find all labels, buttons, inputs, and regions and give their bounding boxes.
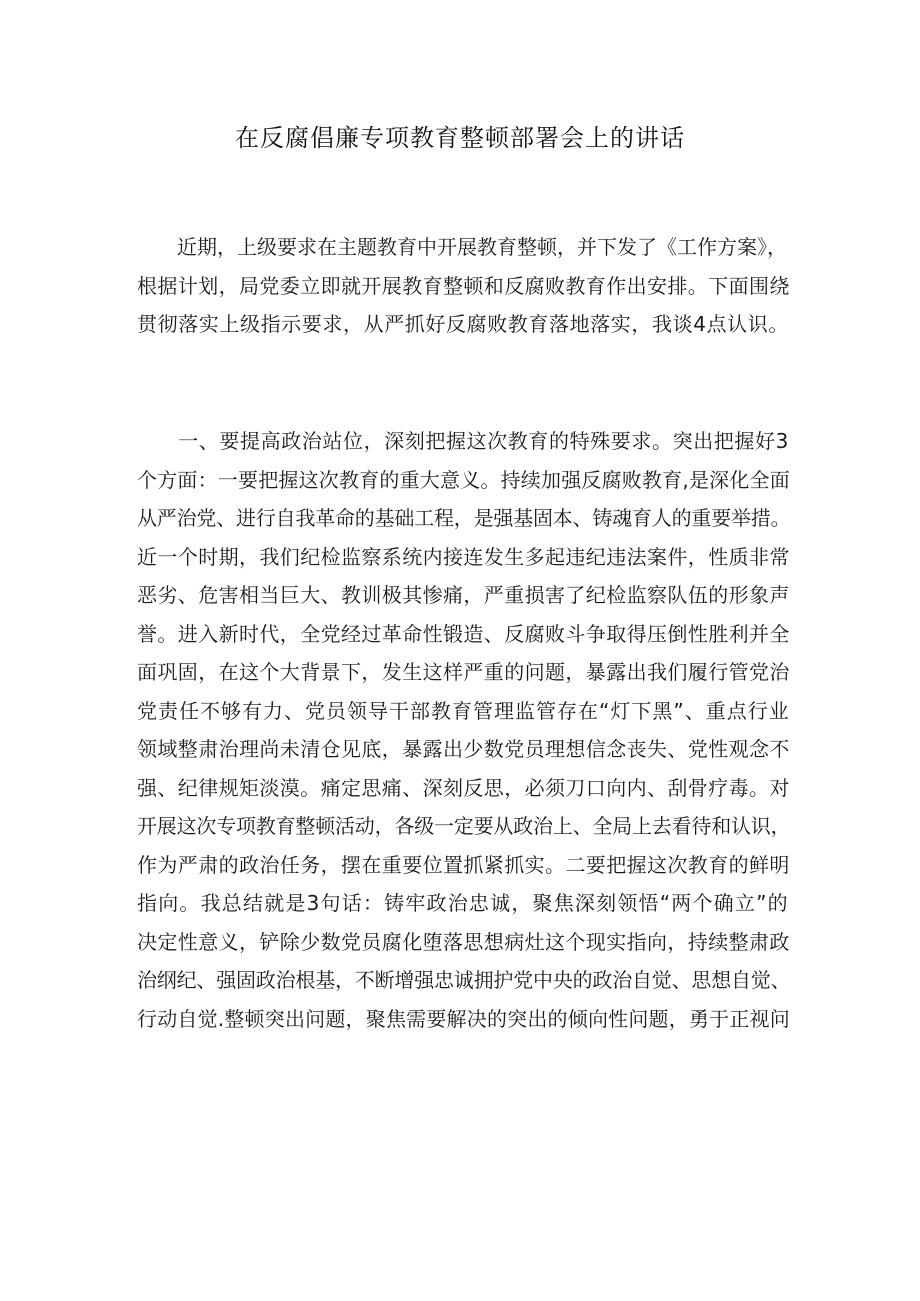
- text-line: 面巩固，在这个大背景下，发生这样严重的问题，暴露出我们履行管党治: [137, 660, 790, 684]
- text-line: 行动自觉.整顿突出问题，聚焦需要解决的突出的倾向性问题，勇于正视问: [137, 1006, 790, 1031]
- text-line: 一、要提高政治站位，深刻把握这次教育的特殊要求。突出把握好3: [137, 429, 789, 453]
- text-line: 誉。进入新时代，全党经过革命性锻造、反腐败斗争取得压倒性胜利并全: [137, 621, 790, 646]
- text-line: 根据计划，局党委立即就开展教育整顿和反腐败教育作出安排。下面围绕: [137, 273, 790, 298]
- text-line: 近一个时期，我们纪检监察系统内接连发生多起违纪违法案件，性质非常: [137, 544, 790, 569]
- paragraph-section-one: [137, 422, 793, 1038]
- text-line: 治纲纪、强固政治根基，不断增强忠诚拥护党中央的政治自觉、思想自觉、: [137, 968, 791, 992]
- document-title: 在反腐倡廉专项教育整顿部署会上的讲话: [235, 124, 685, 152]
- text-line: 恶劣、危害相当巨大、教训极其惨痛，严重损害了纪检监察队伍的形象声: [137, 583, 790, 607]
- text-line: 个方面：一要把握这次教育的重大意义。持续加强反腐败教育,是深化全面: [137, 467, 790, 492]
- text-line: 强、纪律规矩淡漠。痛定思痛、深刻反思，必须刀口向内、刮骨疗毒。对: [137, 775, 790, 800]
- text-line: 从严治党、进行自我革命的基础工程，是强基固本、铸魂育人的重要举措。: [137, 506, 791, 530]
- text-line: 近期，上级要求在主题教育中开展教育整顿，并下发了《工作方案》，: [137, 235, 787, 259]
- text-line: 作为严肃的政治任务，摆在重要位置抓紧抓实。二要把握这次教育的鲜明: [137, 852, 790, 877]
- text-line: 贯彻落实上级指示要求，从严抓好反腐败教育落地落实，我谈4点认识。: [137, 312, 789, 336]
- text-line: 决定性意义，铲除少数党员腐化堕落思想病灶这个现实指向，持续整肃政: [137, 929, 790, 954]
- text-line: 开展这次专项教育整顿活动，各级一定要从政治上、全局上去看待和认识，: [137, 814, 791, 838]
- text-line: 党责任不够有力、党员领导干部教育管理监管存在“灯下黑”、重点行业: [137, 698, 790, 723]
- paragraph-intro: [137, 228, 793, 344]
- text-line: 领域整肃治理尚未清仓见底，暴露出少数党员理想信念丧失、党性观念不: [137, 737, 790, 761]
- text-line: 指向。我总结就是3句话：铸牢政治忠诚，聚焦深刻领悟“两个确立”的: [137, 891, 789, 915]
